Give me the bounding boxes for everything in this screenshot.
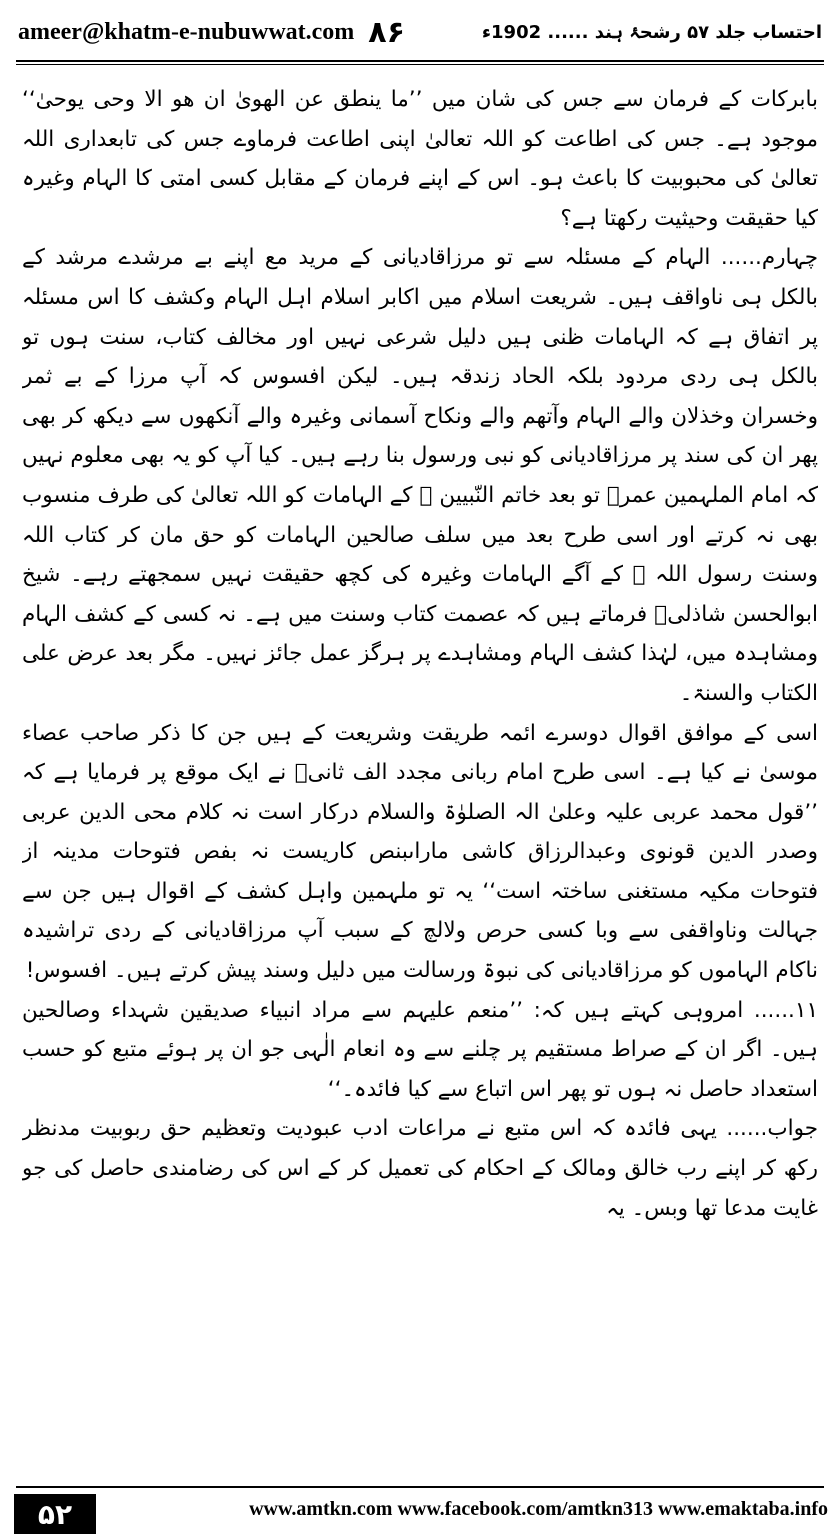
- header-email: ameer@khatm-e-nubuwwat.com: [18, 18, 355, 45]
- header-rule: [16, 60, 824, 62]
- paragraph: ۱۱...... امروہی کہتے ہیں کہ: ’’منعم علیہم سے مراد انبیاء صدیقین شہداء وصالحین ہیں۔ اگر ان کے صراط مستقیم پر چلنے سے وہ انعام الٰہی جو ان پر ہوئے متبع کو حسب استعداد حاصل نہ ہوں تو پھر اس اتباع سے کیا فائدہ۔‘‘: [22, 997, 818, 1102]
- header-page-number: ۸۶: [368, 14, 405, 50]
- footer-links[interactable]: www.amtkn.com www.facebook.com/amtkn313 www.emaktaba.info: [249, 1498, 828, 1520]
- header-title: احتساب جلد ۵۷ رشحۂ ہند ...... 1902ء: [481, 21, 822, 43]
- paragraph: چہارم...... الہام کے مسئلہ سے تو مرزاقادیانی کے مرید مع اپنے بے مرشدے مرشد کے بالکل ہی ناواقف ہیں۔ شریعت اسلام میں اکابر اسلام اہل الہام وکشف کا اس مسئلہ پر اتفاق ہے کہ الہامات ظنی ہیں دلیل شرعی نہیں اور مخالف کتاب، سنت ہوں تو بالکل ہی ردی مردود بلکہ الحاد زندقہ ہیں۔ لیکن افسوس کہ آپ مرزا کے بے ثمر وخسران وخذلان والے الہام وآتھم والے ونکاح آسمانی وغیرہ والے آنکھوں سے دیکھ کر بھی پھر ان کی سند پر مرزاقادیانی کو نبی ورسول بنا رہے ہیں۔ کیا آپ کو یہ بھی معلوم نہیں کہ امام الملہمین عمرؓ تو بعد خاتم النّبیین ﷺ کے الہامات کو اللہ تعالیٰ کی طرف منسوب بھی نہ کرتے اور اسی طرح بعد میں سلف صالحین الہامات کو حق مان کر کتاب اللہ وسنت رسول اللہ ﷺ کے آگے الہامات وغیرہ کی کچھ حقیقت نہیں سمجھتے رہے۔ شیخ ابوالحسن شاذلیؒ فرماتے ہیں کہ عصمت کتاب وسنت میں ہے۔ نہ کسی کے کشف الہام ومشاہدہ میں، لہٰذا کشف الہام ومشاہدے پر ہرگز عمل جائز نہیں۔ مگر بعد عرض علی الکتاب والسنۃ۔: [22, 245, 818, 706]
- paragraph: اسی کے موافق اقوال دوسرے ائمہ طریقت وشریعت کے ہیں جن کا ذکر صاحب عصاء موسیٰ نے کیا ہے۔ اسی طرح امام ربانی مجدد الف ثانیؒ نے ایک موقع پر فرمایا ہے کہ ’’قول محمد عربی علیہ وعلیٰ الہ الصلوٰۃ والسلام درکار است نہ کلام محی الدین عربی وصدر الدین قونوی وعبدالرزاق کاشی ماراںبنص کاریست نہ بفص فتوحات مدینہ از فتوحات مکیہ مستغنی ساختہ است‘‘ یہ تو ملہمین واہل کشف کے اقوال ہیں جن سے جہالت وناواقفی سے وبا کسی حرص ولالچ کے سبب آپ مرزاقادیانی کے ردی تراشیدہ ناکام الہاموں کو مرزاقادیانی کی نبوۃ ورسالت میں دلیل وسند پیش کرتے ہیں۔ افسوس!: [22, 720, 818, 984]
- footer-page-number: ۵۲: [14, 1494, 96, 1534]
- footer-rule: [16, 1486, 824, 1488]
- page-header: [18, 8, 822, 56]
- header-rule-thin: [16, 64, 824, 65]
- paragraph: جواب...... یہی فائدہ کہ اس متبع نے مراعات ادب عبودیت وتعظیم حق ربوبیت مدنظر رکھ کر اپنے رب خالق ومالک کے احکام کی تعمیل کر کے اس کی رضامندی حاصل کی جو غایت مدعا تھا وبس۔ یہ: [22, 1116, 818, 1221]
- page-body: [22, 80, 818, 1470]
- paragraph: بابرکات کے فرمان سے جس کی شان میں ’’ما ینطق عن الھویٰ ان ھو الا وحی یوحیٰ‘‘ موجود ہے۔ جس کی اطاعت کو اللہ تعالیٰ اپنی اطاعت فرماوے جس کی تابعداری اللہ تعالیٰ کی محبوبیت کا باعث ہو۔ اس کے اپنے فرمان کے مقابل کسی امتی کا الہام وغیرہ کیا حقیقت وحیثیت رکھتا ہے؟: [22, 87, 818, 231]
- page-footer: [0, 1486, 840, 1540]
- header-left: [18, 15, 405, 50]
